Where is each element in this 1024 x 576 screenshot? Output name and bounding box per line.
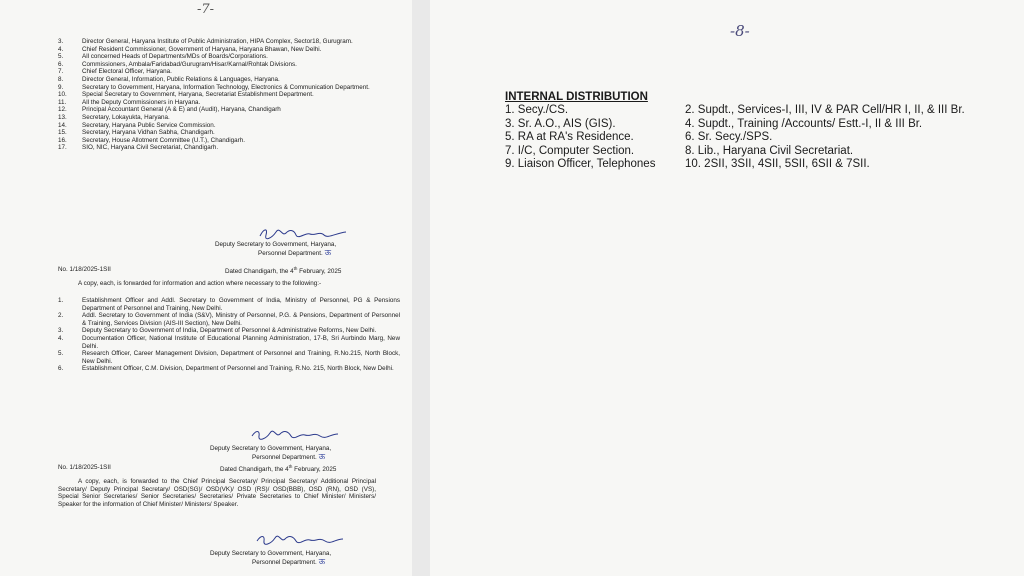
list-item-text: Principal Accountant General (A & E) and (Audit), Haryana, Chandigarh <box>82 106 281 114</box>
list-item-text: Deputy Secretary to Government of India, Department of Personnel & Administrative Reforms, New Delhi. <box>82 327 377 335</box>
list-item <box>0 84 412 92</box>
signatory-dept-wrap <box>252 453 325 462</box>
signatory-title: Deputy Secretary to Government, Haryana, <box>210 445 332 452</box>
list-item <box>0 335 412 350</box>
list-item <box>0 327 412 335</box>
list-item <box>0 137 412 145</box>
list-item-number: 14. <box>58 121 67 129</box>
distribution-entry: 1. Secy./CS. <box>505 104 569 116</box>
list-item <box>0 350 412 365</box>
list-item-text: Secretary to Government, Haryana, Information Technology, Electronics & Communication Department. <box>82 83 370 91</box>
signature-image <box>258 226 348 240</box>
list-item-number: 10. <box>58 91 67 99</box>
list-item-number: 16. <box>58 136 67 144</box>
list-item <box>0 46 412 54</box>
signatory-dept-wrap <box>258 249 331 258</box>
distribution-entry: 8. Lib., Haryana Civil Secretariat. <box>685 144 854 157</box>
list-item-number: 2. <box>58 312 64 320</box>
list-item <box>0 76 412 84</box>
list-item-text: All concerned Heads of Departments/MDs of Boards/Corporations. <box>82 53 268 61</box>
signatory-dept-wrap <box>252 558 325 567</box>
list-item-text: Secretary, Lokayukta, Haryana. <box>82 113 170 121</box>
list-item <box>0 106 412 114</box>
initial-stamp: ऊ <box>324 248 332 257</box>
list-item-text: Documentation Officer, National Institute of Educational Planning Administration, 17-B, Sri Aurbindo Marg, New Delhi. <box>82 334 400 350</box>
list-item-text: Establishment Officer, C.M. Division, Department of Personnel and Training, R.No. 215, North Block, New Delhi. <box>82 365 394 373</box>
list-item-number: 3. <box>58 327 64 335</box>
list-item <box>0 61 412 69</box>
list-item <box>0 297 412 312</box>
signatory-title: Deputy Secretary to Government, Haryana, <box>215 241 337 248</box>
list-item-text: Addl. Secretary to Government of India (S&V), Ministry of Personnel, P.G. & Pensions, Department of Personnel & Training, Services Division (AIS-III Section), New Delhi. <box>82 312 400 327</box>
distribution-list-a <box>0 38 412 152</box>
list-item-text: All the Deputy Commissioners in Haryana. <box>82 98 201 106</box>
list-item-number: 9. <box>58 83 64 91</box>
list-item-text: Secretary, Haryana Vidhan Sabha, Chandigarh. <box>82 129 215 137</box>
list-item-number: 13. <box>58 113 67 121</box>
distribution-column-1 <box>505 104 655 172</box>
list-item-text: SIO, NIC, Haryana Civil Secretariat, Chandigarh. <box>82 144 219 152</box>
initial-stamp: ऊ <box>318 557 326 566</box>
list-item-text: Chief Resident Commissioner, Government of Haryana, Haryana Bhawan, New Delhi. <box>82 45 322 53</box>
list-item-number: 4. <box>58 45 64 53</box>
distribution-entry: 3. Sr. A.O., AIS (GIS). <box>505 117 616 130</box>
signatory-dept: Personnel Department. <box>252 454 317 461</box>
list-item <box>0 144 412 152</box>
list-item <box>0 68 412 76</box>
internal-distribution-heading: INTERNAL DISTRIBUTION <box>505 91 648 103</box>
list-item-number: 1. <box>58 297 64 304</box>
reference-number: No. 1/18/2025-1SII <box>58 266 111 273</box>
signature-image <box>250 427 340 441</box>
document-page-8 <box>430 0 1024 576</box>
list-item <box>0 99 412 107</box>
signature-image <box>255 532 345 546</box>
list-item <box>0 53 412 61</box>
list-item <box>0 365 412 373</box>
distribution-entry: 7. I/C, Computer Section. <box>505 144 635 157</box>
reference-date: Dated Chandigarh, the 4th February, 2025 <box>225 266 342 276</box>
list-item-text: Secretary, Haryana Public Service Commission. <box>82 121 216 129</box>
distribution-entry: 4. Supdt., Training /Accounts/ Estt.-I, II & III Br. <box>685 117 923 130</box>
list-item-text: Secretary, House Allotment Committee (U.T.), Chandigarh. <box>82 136 245 144</box>
distribution-column-2 <box>685 104 965 172</box>
copy-paragraph-1: A copy, each, is forwarded for information and action where necessary to the following:- <box>78 280 322 287</box>
list-item-number: 5. <box>58 350 64 358</box>
reference-number: No. 1/18/2025-1SII <box>58 464 111 471</box>
distribution-entry: 9. Liaison Officer, Telephones <box>505 158 656 171</box>
list-item <box>0 114 412 122</box>
list-item-text: Special Secretary to Government, Haryana, Secretariat Establishment Department. <box>82 91 314 99</box>
list-item-text: Research Officer, Career Management Division, Department of Personnel and Training, R.No.215, North Block, New Delhi. <box>82 350 400 365</box>
list-item-text: Chief Electoral Officer, Haryana. <box>82 68 172 76</box>
list-item-number: 3. <box>58 38 64 45</box>
distribution-entry: 5. RA at RA's Residence. <box>505 131 634 144</box>
initial-stamp: ऊ <box>318 452 326 461</box>
list-item-number: 6. <box>58 365 64 373</box>
list-item-number: 4. <box>58 334 64 342</box>
signatory-dept: Personnel Department. <box>252 559 317 566</box>
list-item-number: 17. <box>58 144 67 152</box>
distribution-entry: 2. Supdt., Services-I, III, IV & PAR Cell/HR I, II, & III Br. <box>685 104 965 116</box>
reference-date: Dated Chandigarh, the 4th February, 2025 <box>220 464 337 474</box>
list-item <box>0 38 412 46</box>
list-item-number: 7. <box>58 68 64 76</box>
list-item-number: 11. <box>58 98 67 106</box>
page-number: -8- <box>730 22 750 40</box>
list-item-number: 6. <box>58 60 64 68</box>
list-item-text: Director General, Information, Public Relations & Languages, Haryana. <box>82 75 280 83</box>
list-item-number: 12. <box>58 106 67 114</box>
list-item-number: 15. <box>58 129 67 137</box>
list-item <box>0 122 412 130</box>
distribution-list-b <box>0 297 412 373</box>
list-item <box>0 312 412 327</box>
list-item-text: Director General, Haryana Institute of Public Administration, HIPA Complex, Sector18, Gurugram. <box>82 38 353 45</box>
list-item <box>0 129 412 137</box>
page-number: -7- <box>197 2 215 17</box>
signatory-dept: Personnel Department. <box>258 250 323 257</box>
list-item-text: Commissioners, Ambala/Faridabad/Gurugram/Hisar/Karnal/Rohtak Divisions. <box>82 60 297 68</box>
list-item-number: 5. <box>58 53 64 61</box>
list-item-text: Establishment Officer and Addl. Secretary to Government of India, Ministry of Personnel, PG & Pensions Department of Personnel and Training, New Delhi. <box>82 297 400 312</box>
distribution-entry: 10. 2SII, 3SII, 4SII, 5SII, 6SII & 7SII. <box>685 158 870 171</box>
copy-paragraph-2: A copy, each, is forwarded to the Chief Principal Secretary/ Principal Secretary/ Additional Principal Secretary/ Deputy Principal Secretary/ OSD(SG)/ OSD(VK)/ OSD (RS)/ OSD(BBB), OSD (RN), OSD (VS), Special Senior Secretaries/ Senior Secretaries/ Secretaries/ Private Secretaries to Chief Minister/ Ministers/ Speaker for the information of Chief Minister/ Ministers/ Speaker. <box>58 478 376 508</box>
document-page-7 <box>0 0 412 576</box>
list-item <box>0 91 412 99</box>
distribution-entry: 6. Sr. Secy./SPS. <box>685 131 773 144</box>
list-item-number: 8. <box>58 75 64 83</box>
signatory-title: Deputy Secretary to Government, Haryana, <box>210 550 332 557</box>
